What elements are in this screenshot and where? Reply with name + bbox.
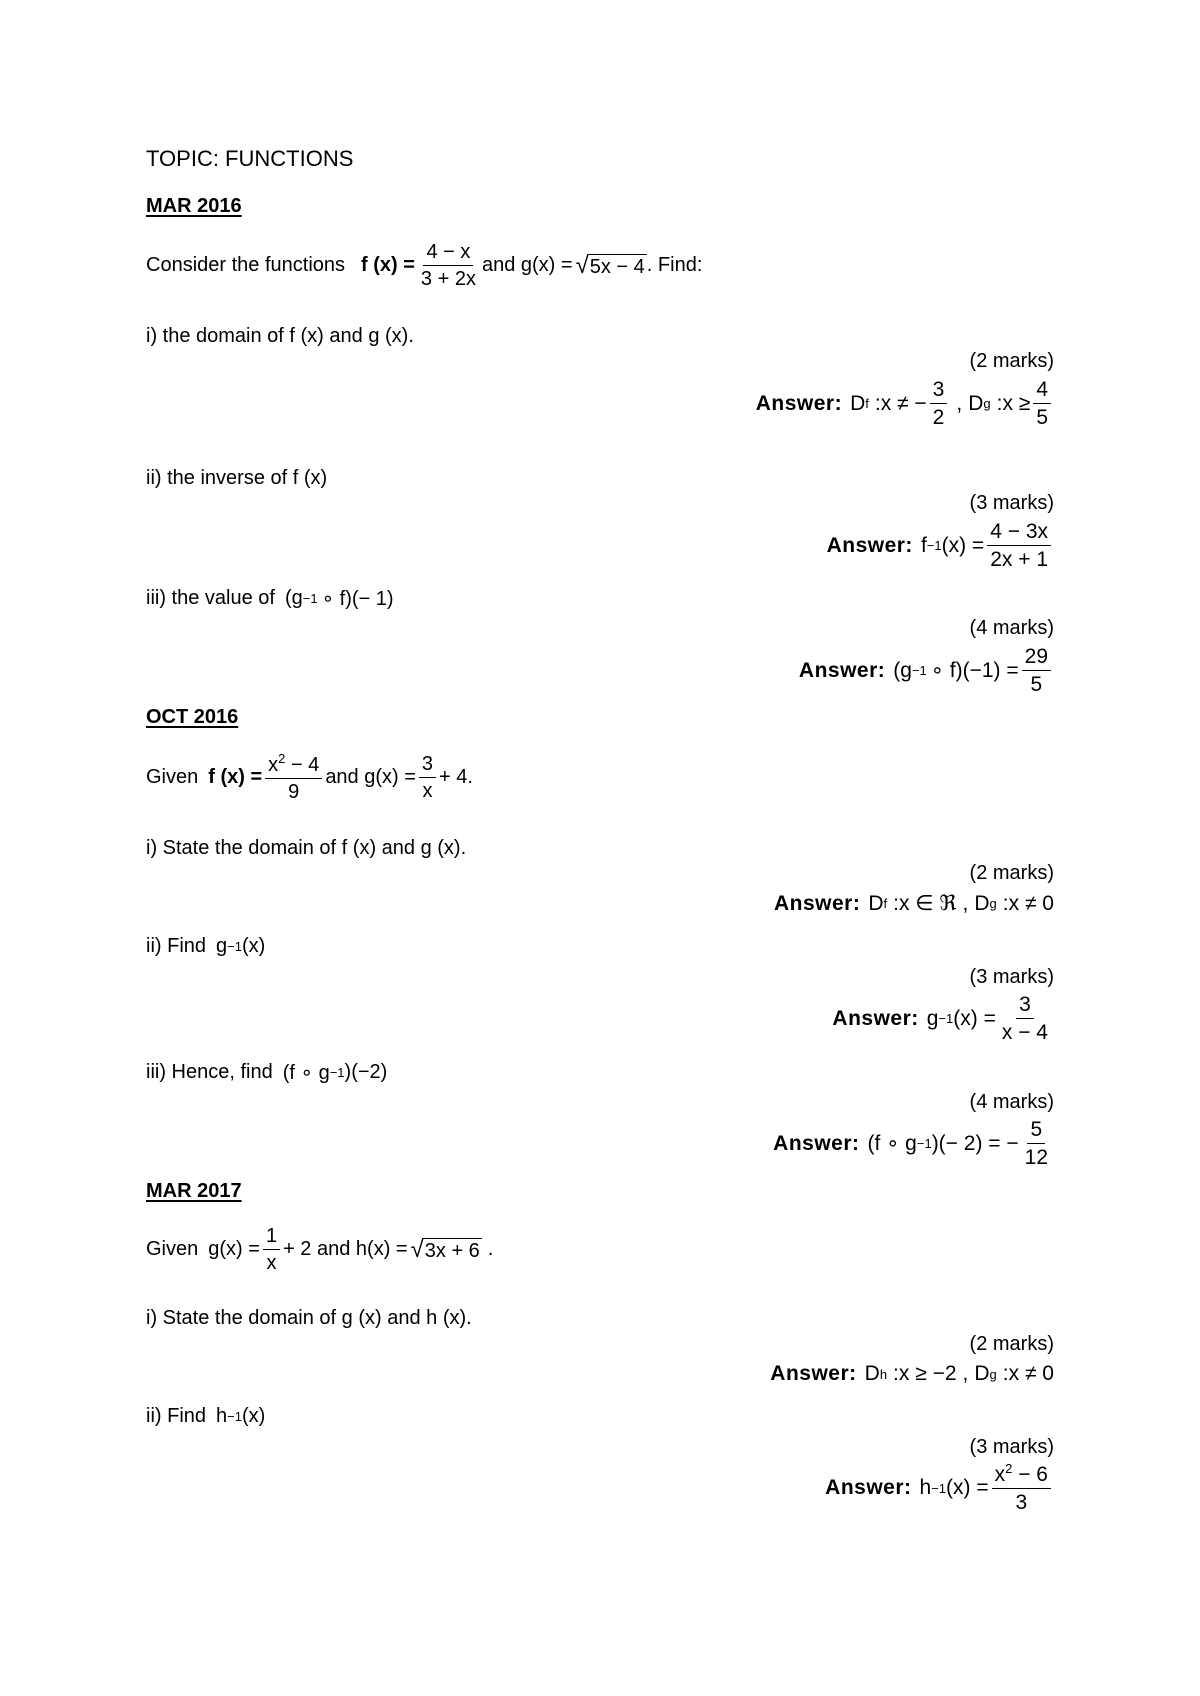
oct-2016-q1-marks: (2 marks) bbox=[969, 862, 1054, 884]
answer-fraction bbox=[992, 1462, 1051, 1514]
answer-fraction bbox=[1033, 378, 1051, 429]
f-fraction bbox=[418, 241, 479, 290]
answer-label: Answer: bbox=[770, 1362, 857, 1385]
oct-2016-q3-answer bbox=[773, 1118, 1054, 1169]
inverse-arg: (x) = bbox=[941, 533, 985, 557]
mar-2017-q1-marks: (2 marks) bbox=[969, 1333, 1054, 1355]
intro-mid: and g(x) = bbox=[325, 766, 416, 788]
section-heading-mar-2017: MAR 2017 bbox=[146, 1180, 242, 1202]
mar-2017-q1-answer bbox=[770, 1362, 1054, 1386]
expr-part: ∘ f)(−1) = bbox=[930, 659, 1019, 683]
inverse-sup: −1 bbox=[926, 538, 942, 554]
expr-part: (g bbox=[284, 587, 303, 609]
expr-part: (f ∘ g bbox=[282, 1062, 330, 1084]
denominator: x − 4 bbox=[1001, 1021, 1048, 1045]
answer-label: Answer: bbox=[773, 891, 861, 915]
domain-subscript: g bbox=[989, 896, 997, 911]
intro-tail: + 4. bbox=[439, 766, 473, 788]
g-numerator: 1 bbox=[263, 1225, 280, 1250]
expr-part: (f ∘ g bbox=[867, 1132, 917, 1156]
radical-sign: √ bbox=[410, 1235, 424, 1263]
domain-subscript: g bbox=[983, 396, 991, 412]
separator: , bbox=[956, 391, 963, 415]
g-sqrt bbox=[575, 251, 647, 279]
expr-sup: −1 bbox=[302, 591, 318, 606]
separator: , bbox=[962, 1362, 969, 1385]
f-definition-lhs: f (x) = bbox=[361, 254, 415, 276]
answer-label: Answer: bbox=[773, 1131, 860, 1155]
expr-arg: (x) bbox=[241, 935, 266, 957]
oct-2016-question-1: i) State the domain of f (x) and g (x). bbox=[146, 837, 467, 859]
num-rest: − 4 bbox=[285, 754, 320, 776]
num-rest: − 6 bbox=[1012, 1463, 1048, 1486]
inverse-sup: −1 bbox=[931, 1480, 947, 1496]
answer-fraction bbox=[999, 993, 1051, 1044]
inverse-arg: (x) = bbox=[953, 1006, 996, 1030]
intro-lead: Given bbox=[146, 766, 199, 788]
f-numerator: 4 − x bbox=[423, 241, 473, 266]
intro-tail: . bbox=[487, 1238, 494, 1260]
expr-sup: −1 bbox=[911, 663, 927, 679]
expr-part: ∘ f)(− 1) bbox=[321, 588, 394, 610]
page-title: TOPIC: FUNCTIONS bbox=[146, 146, 354, 171]
g-radicand: 5x − 4 bbox=[589, 255, 645, 278]
denominator: 5 bbox=[1036, 406, 1048, 430]
numerator: 5 bbox=[1027, 1118, 1045, 1144]
oct-2016-question-2 bbox=[146, 935, 265, 958]
h-radicand: 3x + 6 bbox=[424, 1239, 480, 1262]
expr-part: h bbox=[216, 1405, 228, 1427]
oct-2016-q3-marks: (4 marks) bbox=[969, 1091, 1054, 1113]
mar-2017-question-2 bbox=[146, 1405, 265, 1428]
oct-2016-q1-answer bbox=[774, 891, 1054, 916]
expr-arg: (x) bbox=[241, 1405, 266, 1427]
g-numerator: 3 bbox=[419, 753, 436, 778]
num-sup: 2 bbox=[278, 751, 286, 766]
denominator: 3 bbox=[1015, 1491, 1028, 1515]
domain-subscript: f bbox=[865, 396, 869, 412]
f-numerator bbox=[265, 752, 322, 779]
inverse-func: h bbox=[919, 1476, 932, 1500]
inverse-func: g bbox=[926, 1006, 939, 1030]
denominator: 2x + 1 bbox=[990, 548, 1048, 572]
domain-symbol: D bbox=[864, 1362, 880, 1385]
answer-label: Answer: bbox=[826, 533, 913, 557]
mar-2017-intro bbox=[146, 1225, 493, 1274]
separator: , bbox=[962, 891, 969, 915]
mar-2016-q1-marks: (2 marks) bbox=[969, 350, 1054, 372]
denominator: 2 bbox=[932, 406, 945, 430]
denominator: 12 bbox=[1024, 1146, 1048, 1170]
domain-symbol: D bbox=[974, 891, 990, 915]
num-base: x bbox=[268, 754, 279, 776]
domain-symbol: D bbox=[968, 391, 984, 415]
mar-2016-q3-marks: (4 marks) bbox=[969, 617, 1054, 639]
domain-subscript: f bbox=[883, 896, 888, 911]
oct-2016-question-3 bbox=[146, 1060, 387, 1085]
g-denominator: x bbox=[422, 780, 433, 802]
f-definition-lhs: f (x) = bbox=[208, 766, 263, 788]
intro-lead: Given bbox=[146, 1238, 199, 1260]
answer-label: Answer: bbox=[798, 658, 886, 682]
answer-label: Answer: bbox=[755, 391, 843, 415]
g-denominator: x bbox=[266, 1252, 277, 1274]
answer-fraction bbox=[987, 520, 1051, 571]
question-lead: iii) the value of bbox=[146, 587, 275, 609]
num-base: x bbox=[994, 1463, 1006, 1486]
mar-2016-q2-answer bbox=[827, 520, 1054, 571]
numerator: 4 − 3x bbox=[987, 520, 1051, 546]
answer-fraction bbox=[1022, 1118, 1051, 1169]
denominator: 5 bbox=[1030, 673, 1043, 697]
numerator: 4 bbox=[1033, 378, 1051, 404]
mar-2017-q2-marks: (3 marks) bbox=[969, 1436, 1054, 1458]
answer-fraction bbox=[1022, 645, 1051, 696]
g-fraction bbox=[419, 753, 436, 802]
oct-2016-q2-answer bbox=[832, 993, 1054, 1044]
inverse-func: f bbox=[920, 533, 927, 557]
section-heading-oct-2016: OCT 2016 bbox=[146, 706, 239, 728]
answer-fraction bbox=[930, 378, 948, 429]
oct-2016-intro bbox=[146, 752, 473, 803]
mar-2016-question-3 bbox=[146, 586, 394, 611]
domain-relation: :x ≠ 0 bbox=[1002, 891, 1054, 915]
inverse-sup: −1 bbox=[938, 1011, 954, 1027]
f-denominator: 9 bbox=[288, 781, 300, 803]
domain-relation: :x ∈ ℜ bbox=[893, 892, 957, 915]
intro-lead: Consider the functions bbox=[146, 254, 346, 276]
h-sqrt bbox=[410, 1235, 482, 1263]
expr-sup: −1 bbox=[227, 939, 242, 954]
domain-symbol: D bbox=[850, 391, 866, 415]
domain-symbol: D bbox=[868, 891, 884, 915]
g-definition-lhs: g(x) = bbox=[208, 1238, 260, 1260]
num-sup: 2 bbox=[1005, 1461, 1013, 1476]
numerator: 3 bbox=[930, 378, 948, 404]
expr-part: (g bbox=[893, 658, 912, 682]
domain-relation: :x ≥ bbox=[996, 391, 1031, 415]
question-lead: ii) Find bbox=[146, 1405, 207, 1427]
numerator: 29 bbox=[1022, 645, 1051, 671]
answer-label: Answer: bbox=[832, 1006, 919, 1030]
question-lead: ii) Find bbox=[146, 935, 207, 957]
expr-part: )(−2) bbox=[344, 1061, 388, 1083]
mar-2016-q3-answer bbox=[799, 645, 1054, 696]
inverse-arg: (x) = bbox=[946, 1476, 989, 1500]
expr-part: )(− 2) = − bbox=[931, 1131, 1019, 1155]
section-heading-mar-2016: MAR 2016 bbox=[146, 195, 242, 217]
mar-2016-question-2: ii) the inverse of f (x) bbox=[146, 467, 328, 489]
intro-mid: + 2 and h(x) = bbox=[283, 1238, 408, 1260]
f-fraction bbox=[265, 752, 322, 803]
mar-2016-q1-answer bbox=[756, 378, 1054, 429]
intro-mid: and g(x) = bbox=[481, 254, 573, 276]
expr-sup: −1 bbox=[227, 1409, 242, 1424]
numerator: 3 bbox=[1016, 993, 1034, 1019]
oct-2016-q2-marks: (3 marks) bbox=[969, 966, 1054, 988]
domain-subscript: h bbox=[879, 1366, 888, 1382]
domain-relation: :x ≠ 0 bbox=[1002, 1362, 1054, 1385]
expr-sup: −1 bbox=[329, 1065, 345, 1080]
intro-tail: . Find: bbox=[646, 254, 703, 276]
expr-sup: −1 bbox=[916, 1136, 932, 1152]
domain-symbol: D bbox=[974, 1362, 990, 1385]
mar-2016-q2-marks: (3 marks) bbox=[969, 492, 1054, 514]
domain-relation: :x ≥ −2 bbox=[893, 1362, 957, 1385]
numerator bbox=[992, 1462, 1051, 1489]
mar-2016-intro bbox=[146, 241, 702, 290]
g-fraction bbox=[263, 1225, 280, 1274]
radical-sign: √ bbox=[575, 251, 589, 279]
mar-2016-question-1: i) the domain of f (x) and g (x). bbox=[146, 325, 414, 347]
expr-part: g bbox=[216, 935, 228, 957]
answer-label: Answer: bbox=[825, 1476, 912, 1500]
domain-relation: :x ≠ − bbox=[874, 391, 927, 415]
f-denominator: 3 + 2x bbox=[420, 268, 476, 290]
mar-2017-q2-answer bbox=[825, 1462, 1054, 1514]
mar-2017-question-1: i) State the domain of g (x) and h (x). bbox=[146, 1307, 472, 1329]
domain-subscript: g bbox=[989, 1366, 997, 1382]
question-lead: iii) Hence, find bbox=[146, 1061, 273, 1083]
